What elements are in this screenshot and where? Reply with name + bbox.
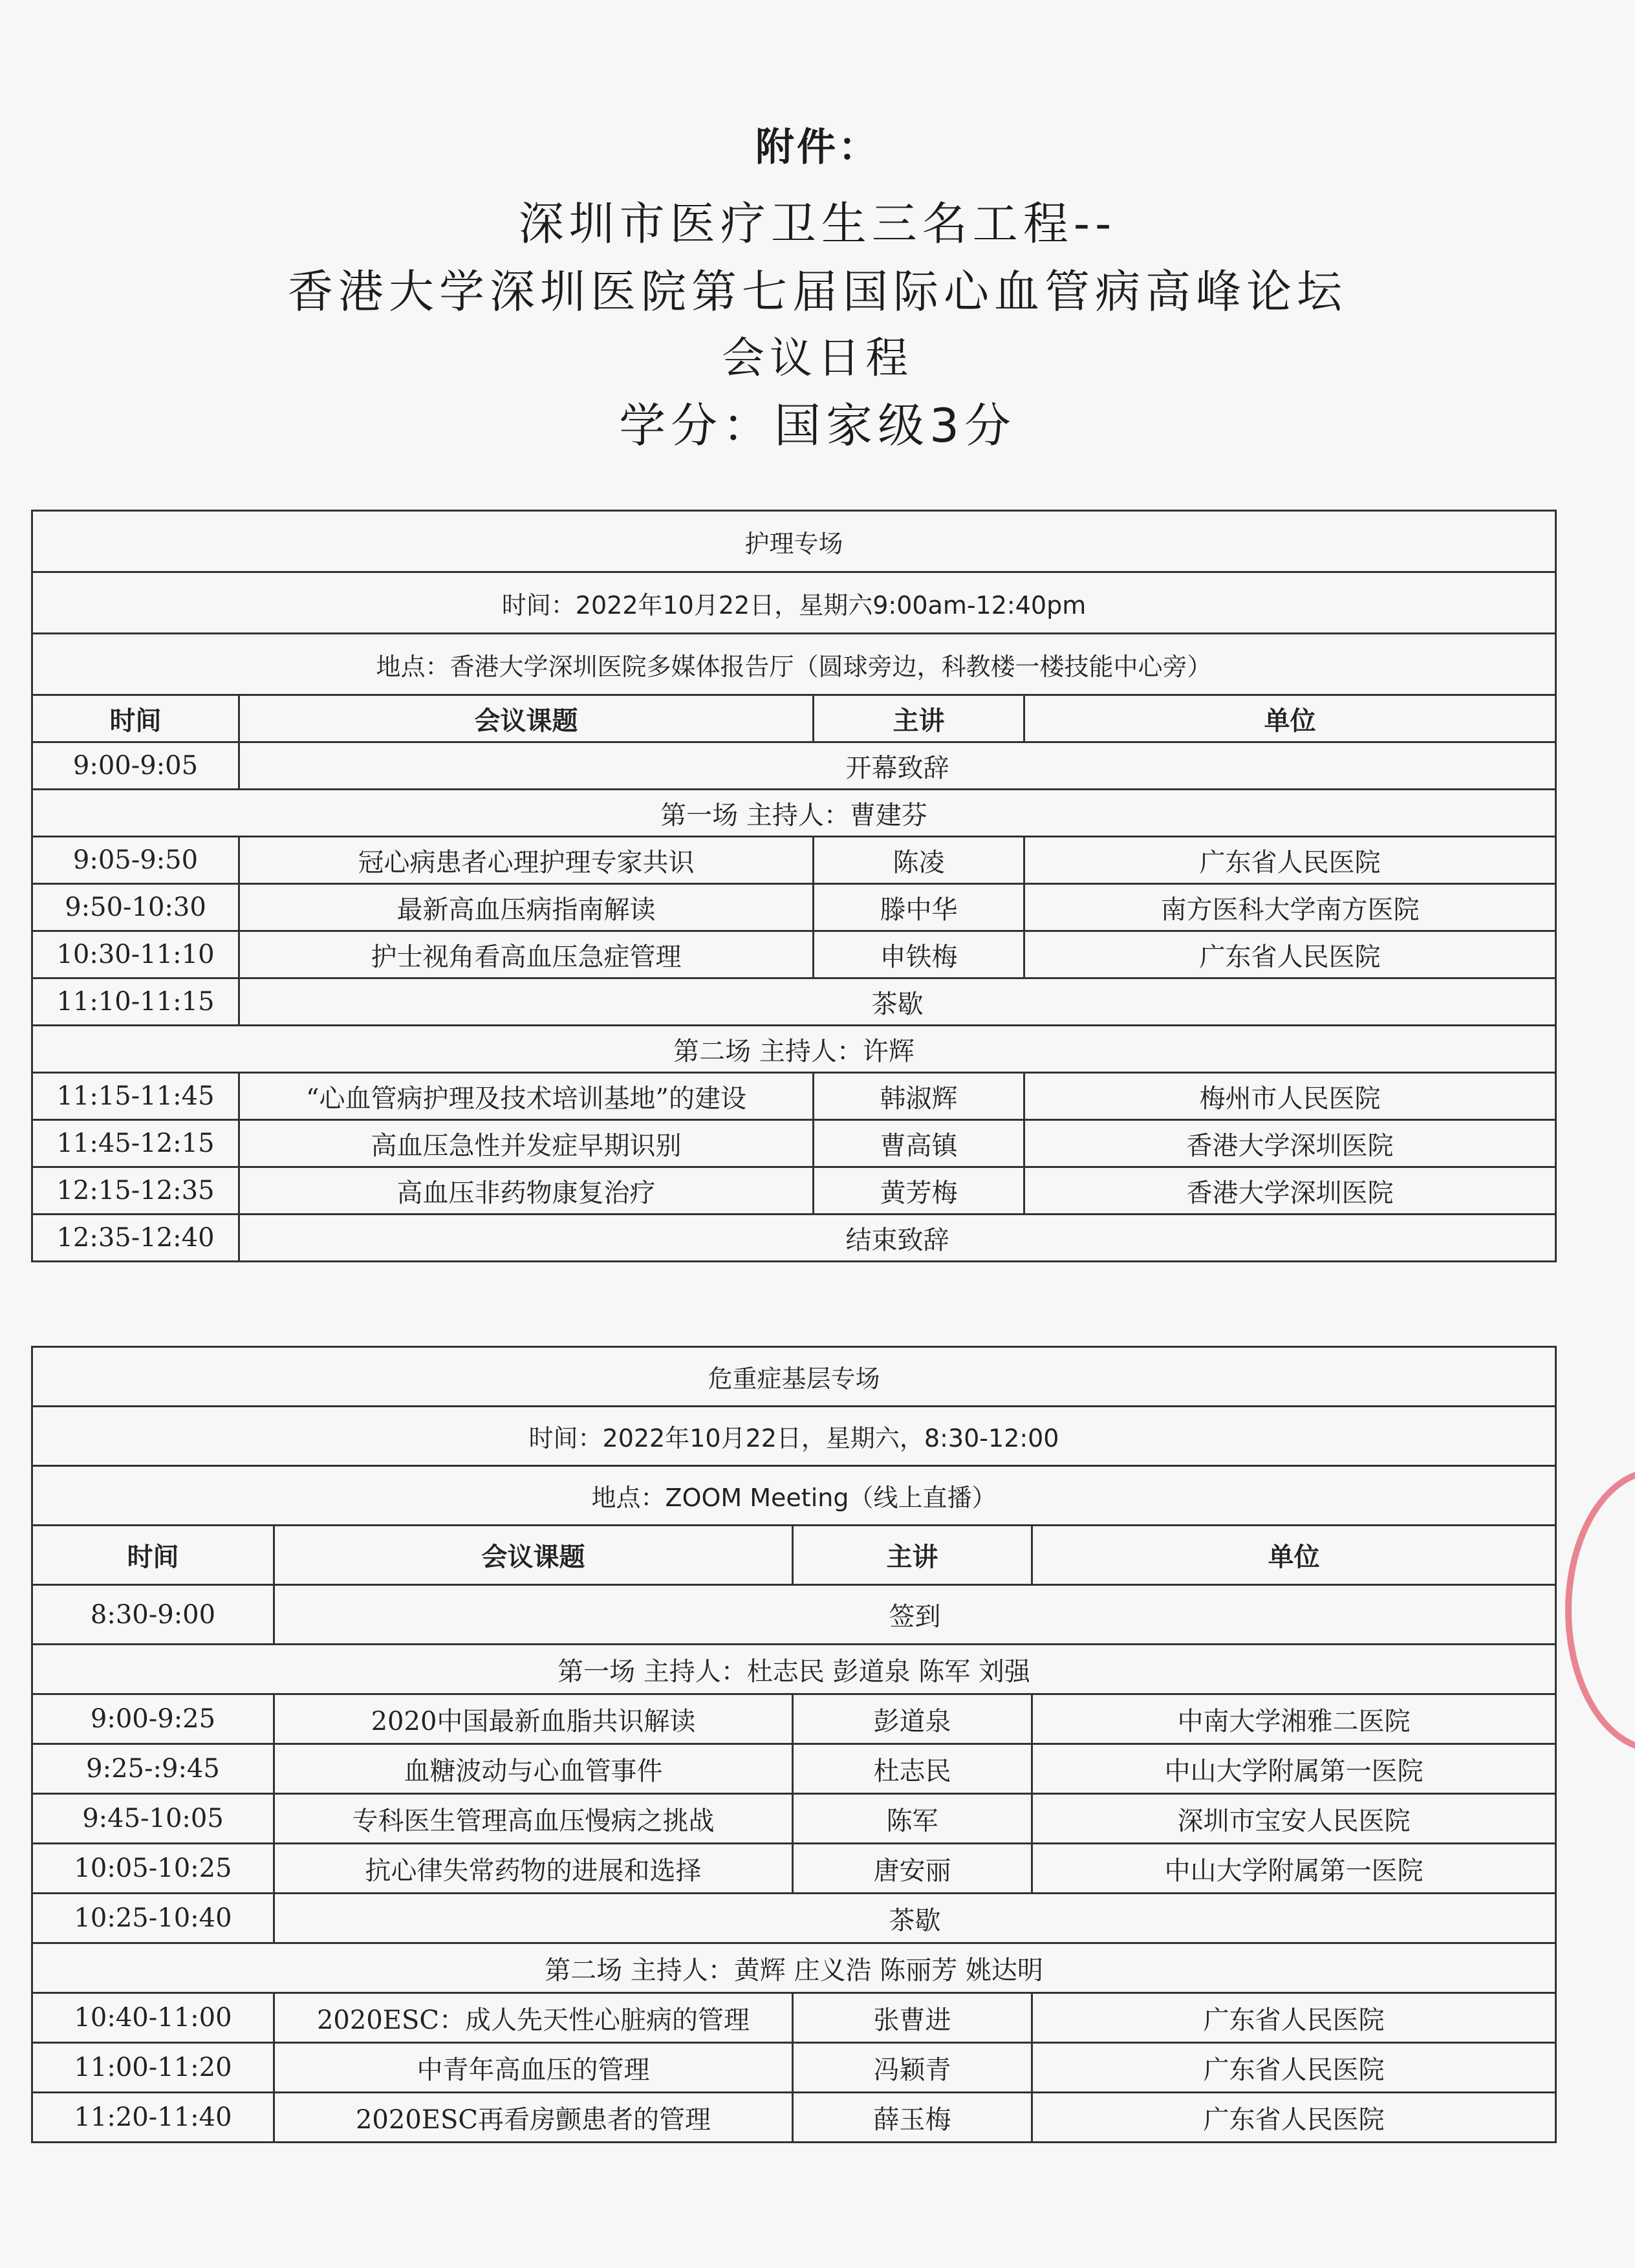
table-title-row [32,511,1556,572]
unit-cell: 香港大学深圳医院 [1024,1167,1556,1215]
topic-cell: 中青年高血压的管理 [274,2043,793,2093]
session-row [32,790,1556,837]
nursing-schedule-table [31,510,1557,1262]
time-cell: 8:30-9:00 [32,1585,274,1645]
activity-cell: 签到 [274,1585,1556,1645]
location-row [32,634,1556,695]
time-cell: 12:35-12:40 [32,1215,239,1262]
datetime-text: 时间：2022年10月22日，星期六9:00am-12:40pm [32,572,1556,634]
unit-cell: 广东省人民医院 [1024,837,1556,884]
location-text: 地点：香港大学深圳医院多媒体报告厅（圆球旁边，科教楼一楼技能中心旁） [32,634,1556,695]
activity-cell: 开幕致辞 [239,742,1556,790]
column-header-row [32,695,1556,742]
table-row [32,1894,1556,1943]
table-row [32,1694,1556,1744]
time-cell: 10:30-11:10 [32,931,239,978]
table-title-row [32,1347,1556,1407]
time-cell: 11:20-11:40 [32,2093,274,2143]
topic-cell: 抗心律失常药物的进展和选择 [274,1844,793,1894]
table-row [32,1167,1556,1215]
document-title-line-1: 深圳市医疗卫生三名工程-- [518,197,1117,250]
table-row [32,1844,1556,1894]
unit-cell: 南方医科大学南方医院 [1024,884,1556,931]
unit-cell: 中山大学附属第一医院 [1032,1744,1556,1794]
topic-cell: 护士视角看高血压急症管理 [239,931,814,978]
session-host-text: 第一场 主持人：曹建芬 [32,790,1556,837]
time-cell: 9:00-9:25 [32,1694,274,1744]
session-host-text: 第二场 主持人：许辉 [32,1026,1556,1073]
table-row [32,1744,1556,1794]
topic-cell: 2020ESC：成人先天性心脏病的管理 [274,1993,793,2043]
session-host-text: 第二场 主持人：黄辉 庄义浩 陈丽芳 姚达明 [32,1943,1556,1993]
column-header-unit: 单位 [1032,1526,1556,1585]
unit-cell: 广东省人民医院 [1032,2093,1556,2143]
column-header-time: 时间 [32,1526,274,1585]
unit-cell: 广东省人民医院 [1032,1993,1556,2043]
speaker-cell: 张曹进 [793,1993,1032,2043]
unit-cell: 广东省人民医院 [1032,2043,1556,2093]
speaker-cell: 韩淑辉 [814,1073,1024,1120]
speaker-cell: 薛玉梅 [793,2093,1032,2143]
column-header-topic: 会议课题 [274,1526,793,1585]
table-row [32,931,1556,978]
time-cell: 11:15-11:45 [32,1073,239,1120]
column-header-speaker: 主讲 [814,695,1024,742]
column-header-time: 时间 [32,695,239,742]
unit-cell: 梅州市人民医院 [1024,1073,1556,1120]
topic-cell: “心血管病护理及技术培训基地”的建设 [239,1073,814,1120]
activity-cell: 茶歇 [239,978,1556,1026]
topic-cell: 高血压急性并发症早期识别 [239,1120,814,1167]
speaker-cell: 杜志民 [793,1744,1032,1794]
table-title: 危重症基层专场 [32,1347,1556,1407]
speaker-cell: 曹高镇 [814,1120,1024,1167]
unit-cell: 中山大学附属第一医院 [1032,1844,1556,1894]
document-title-line-3: 会议日程 [722,333,913,383]
time-cell: 9:45-10:05 [32,1794,274,1844]
speaker-cell: 滕中华 [814,884,1024,931]
location-row [32,1466,1556,1526]
table-row [32,1215,1556,1262]
table-row [32,1120,1556,1167]
topic-cell: 高血压非药物康复治疗 [239,1167,814,1215]
unit-cell: 香港大学深圳医院 [1024,1120,1556,1167]
session-row [32,1026,1556,1073]
session-host-text: 第一场 主持人：杜志民 彭道泉 陈军 刘强 [32,1645,1556,1694]
table-row [32,1073,1556,1120]
time-cell: 9:25-:9:45 [32,1744,274,1794]
datetime-row [32,572,1556,634]
speaker-cell: 黄芳梅 [814,1167,1024,1215]
speaker-cell: 唐安丽 [793,1844,1032,1894]
speaker-cell: 陈凌 [814,837,1024,884]
topic-cell: 2020中国最新血脂共识解读 [274,1694,793,1744]
speaker-cell: 申铁梅 [814,931,1024,978]
activity-cell: 茶歇 [274,1894,1556,1943]
speaker-cell: 彭道泉 [793,1694,1032,1744]
table-title: 护理专场 [32,511,1556,572]
topic-cell: 2020ESC再看房颤患者的管理 [274,2093,793,2143]
speaker-cell: 冯颖青 [793,2043,1032,2093]
time-cell: 9:00-9:05 [32,742,239,790]
topic-cell: 血糖波动与心血管事件 [274,1744,793,1794]
table-row [32,2043,1556,2093]
time-cell: 10:40-11:00 [32,1993,274,2043]
time-cell: 10:05-10:25 [32,1844,274,1894]
unit-cell: 中南大学湘雅二医院 [1032,1694,1556,1744]
column-header-topic: 会议课题 [239,695,814,742]
datetime-text: 时间：2022年10月22日，星期六，8:30-12:00 [32,1407,1556,1466]
time-cell: 10:25-10:40 [32,1894,274,1943]
time-cell: 12:15-12:35 [32,1167,239,1215]
column-header-row [32,1526,1556,1585]
column-header-unit: 单位 [1024,695,1556,742]
document-title-line-2: 香港大学深圳医院第七届国际心血管病高峰论坛 [288,265,1347,318]
session-row [32,1645,1556,1694]
activity-cell: 结束致辞 [239,1215,1556,1262]
session-row [32,1943,1556,1993]
topic-cell: 冠心病患者心理护理专家共识 [239,837,814,884]
table-row [32,884,1556,931]
table-row [32,978,1556,1026]
table-row [32,2093,1556,2143]
topic-cell: 专科医生管理高血压慢病之挑战 [274,1794,793,1844]
speaker-cell: 陈军 [793,1794,1032,1844]
column-header-speaker: 主讲 [793,1526,1032,1585]
datetime-row [32,1407,1556,1466]
table-row [32,837,1556,884]
table-row [32,1993,1556,2043]
unit-cell: 广东省人民医院 [1024,931,1556,978]
official-seal-stamp [1565,1468,1635,1753]
attachment-label: 附件： [755,125,880,170]
time-cell: 11:00-11:20 [32,2043,274,2093]
time-cell: 11:45-12:15 [32,1120,239,1167]
table-row [32,1585,1556,1645]
table-row [32,742,1556,790]
location-text: 地点：ZOOM Meeting（线上直播） [32,1466,1556,1526]
time-cell: 11:10-11:15 [32,978,239,1026]
critical-care-schedule-table [31,1346,1557,2143]
time-cell: 9:50-10:30 [32,884,239,931]
document-credit-line: 学分：国家级3分 [619,398,1016,453]
unit-cell: 深圳市宝安人民医院 [1032,1794,1556,1844]
time-cell: 9:05-9:50 [32,837,239,884]
table-row [32,1794,1556,1844]
topic-cell: 最新高血压病指南解读 [239,884,814,931]
